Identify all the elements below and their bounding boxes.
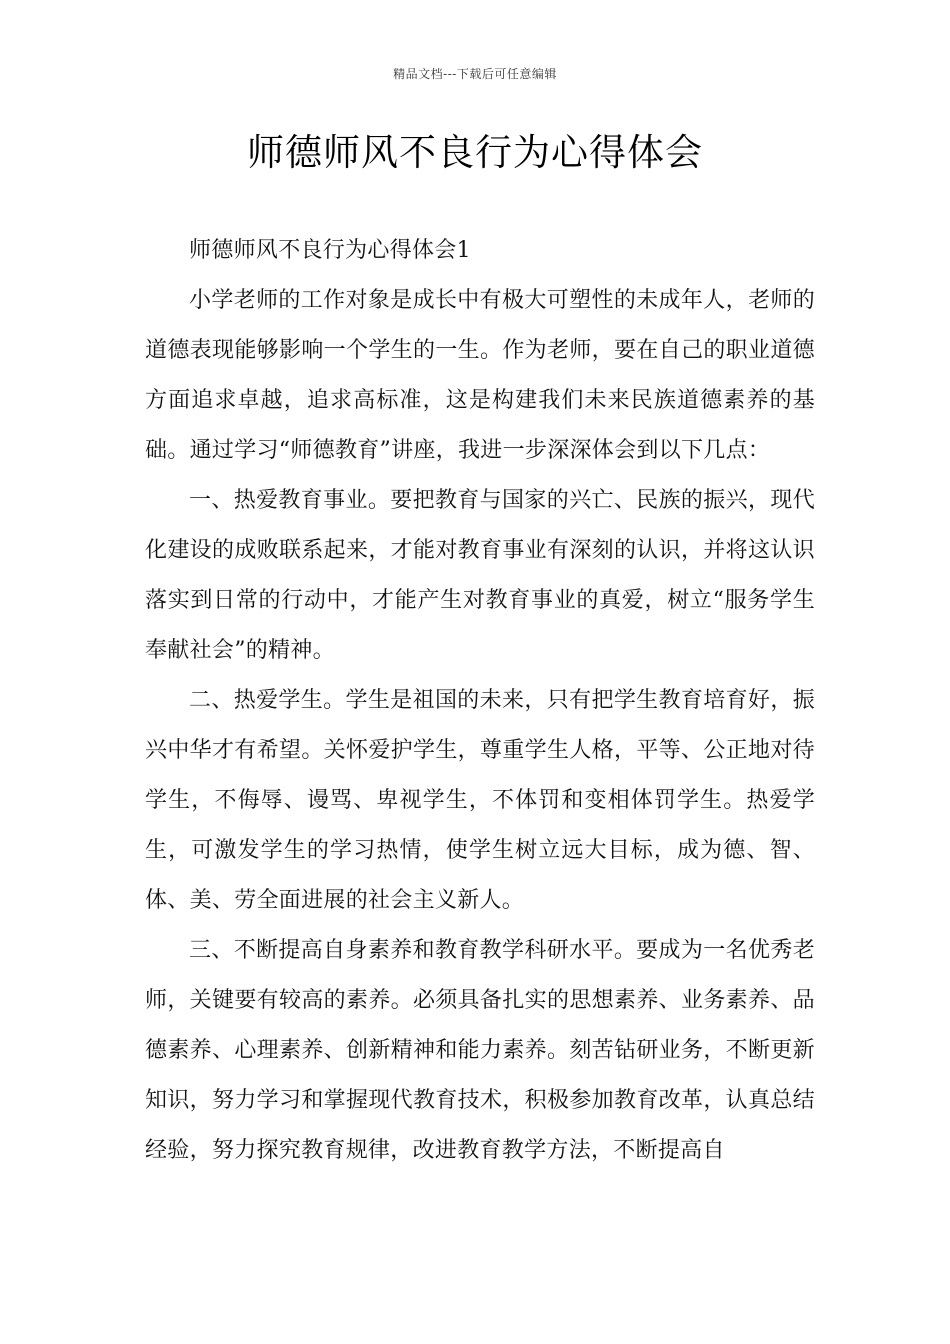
paragraph-intro: 小学老师的工作对象是成长中有极大可塑性的未成年人，老师的道德表现能够影响一个学生的一生。作为老师，要在自己的职业道德方面追求卓越，追求高标准，这是构建我们未来民族道德素养的基础。通过学习“师德教育”讲座，我进一步深深体会到以下几点：: [145, 288, 815, 463]
header-note: 精品文档---下载后可任意编辑: [393, 67, 557, 81]
paragraph-point-1: 一、热爱教育事业。要把教育与国家的兴亡、民族的振兴，现代化建设的成败联系起来，才能对教育事业有深刻的认识，并将这认识落实到日常的行动中，才能产生对教育事业的真爱，树立“服务学生奉献社会”的精神。: [145, 488, 815, 663]
paragraph-point-2: 二、热爱学生。学生是祖国的未来，只有把学生教育培育好，振兴中华才有希望。关怀爱护学生，尊重学生人格，平等、公正地对待学生，不侮辱、谩骂、卑视学生，不体罚和变相体罚学生。热爱学生，可激发学生的学习热情，使学生树立远大目标，成为德、智、体、美、劳全面进展的社会主义新人。: [145, 688, 815, 913]
document-title: 师德师风不良行为心得体会: [247, 131, 703, 174]
section-subtitle: 师德师风不良行为心得体会1: [189, 238, 471, 263]
paragraph-point-3: 三、不断提高自身素养和教育教学科研水平。要成为一名优秀老师，关键要有较高的素养。必须具备扎实的思想素养、业务素养、品德素养、心理素养、创新精神和能力素养。刻苦钻研业务，不断更新知识，努力学习和掌握现代教育技术，积极参加教育改革，认真总结经验，努力探究教育规律，改进教育教学方法，不断提高自: [145, 938, 815, 1163]
document-body: [145, 226, 815, 1176]
